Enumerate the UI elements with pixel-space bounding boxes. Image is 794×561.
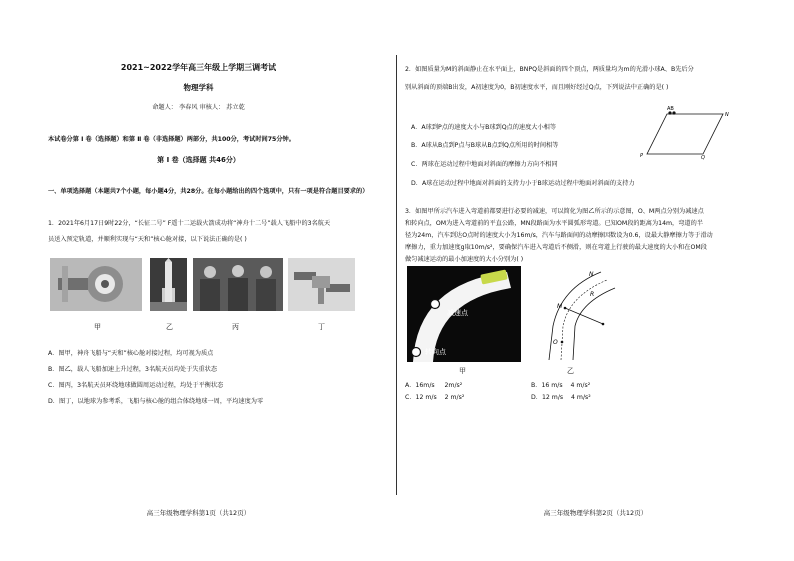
- fig-label-q: Q: [701, 155, 705, 160]
- label-m: M: [557, 303, 563, 310]
- q2-option-d: D．A球在运动过程中地面对斜面的支持力小于B球运动过程中地面对斜面的支持力: [411, 180, 635, 187]
- q1-option-d: D．图丁，以地球为参考系，飞船与核心舱的组合体绕地球一周，平均速度为零: [48, 398, 264, 405]
- q3-option-d: D．12 m/s 4 m/s²: [531, 394, 591, 401]
- fig-label-ab: AB: [667, 106, 674, 112]
- label-n: N: [589, 271, 594, 278]
- q3-line5: 做匀减速运动的最小加速度的大小分别为( ): [405, 256, 524, 263]
- exam-title: 2021~2022学年高三年级上学期三调考试: [120, 63, 277, 72]
- incline-figure: [637, 104, 747, 160]
- road-figure-jia: [407, 266, 521, 362]
- caption-bing: 丙: [232, 323, 239, 331]
- photo-jia-docking: [50, 258, 142, 311]
- q3-option-b: B．16 m/s 4 m/s²: [531, 382, 591, 389]
- subject-title: 物理学科: [183, 83, 214, 92]
- caption-yi: 乙: [166, 323, 173, 331]
- q2-line1: 2．如图质量为M的斜面静止在水平面上，BNPQ是斜面的四个顶点，两质量均为m的光滑小球A、B先后分: [405, 66, 694, 73]
- intro-text: 本试卷分第 Ⅰ 卷（选择题）和第 Ⅱ 卷（非选择题）两部分，共100分，考试时间75分钟。: [48, 136, 295, 143]
- q2-option-c: C．两球在运动过程中地面对斜面的摩擦力方向不相同: [411, 161, 558, 168]
- caption-jia: 甲: [94, 323, 101, 331]
- photo-bing-astronauts: [193, 258, 283, 311]
- q1-line2: 员送入预定轨道，并顺利实现与“天和”核心舱对接，以下说法正确的是( ): [48, 236, 247, 243]
- q1-option-a: A．图甲，神舟飞船与“天和”核心舱对接过程，均可视为质点: [48, 350, 214, 357]
- page-1-footer: 高三年级物理学科第1页（共12页）: [146, 509, 251, 517]
- caption-fig-yi: 乙: [567, 367, 574, 375]
- road-figure-yi: [531, 266, 631, 362]
- photo-ding-station: [288, 258, 355, 311]
- q3-line4: 摩擦力，重力加速度g取10m/s²，要确保汽车进入弯道后不侧滑，则在弯道上行驶的最大速度的大小和在OM段: [405, 244, 707, 251]
- authors-line: 命题人： 李春风 审核人： 苏立乾: [152, 104, 245, 111]
- label-turn: 转向点: [425, 348, 446, 356]
- q2-option-b: B．A球从B点到P点与B球从B点到Q点所用的时间相等: [411, 142, 559, 149]
- page-2-footer: 高三年级物理学科第2页（共12页）: [543, 509, 648, 517]
- q3-line2: 和转向点，OM为进入弯道前的平直公路，MN段路面为水平圆弧形弯道。已知OM段的距离为14m，弯道的半: [405, 220, 703, 227]
- fig-label-p: P: [640, 153, 644, 159]
- q1-option-c: C．图丙，3名航天员环绕地球做圆周运动过程，均处于平衡状态: [48, 382, 224, 389]
- q3-option-c: C．12 m/s 2 m/s²: [405, 394, 465, 401]
- fig-label-n: N: [725, 112, 729, 118]
- part-title: 第 Ⅰ 卷（选择题 共46分）: [157, 156, 240, 164]
- caption-fig-jia: 甲: [459, 367, 466, 375]
- q2-option-a: A．A球到P点的速度大小与B球到Q点的速度大小相等: [411, 124, 557, 131]
- photo-yi-rocket: [150, 258, 187, 311]
- label-decel: 减速点: [447, 309, 468, 317]
- q2-line2: 别从斜面的顶端B出发，A初速度为0，B初速度水平，而且刚好经过Q点，下列说法中正确的是( ): [405, 84, 669, 91]
- q1-line1: 1．2021年6月17日9时22分，“长征二号” F遥十二运载火箭成功将“神舟十二号”载人飞船中的3名航天: [48, 220, 331, 227]
- section1-heading: 一、单项选择题（本题共7个小题，每小题4分，共28分。在每小题给出的四个选项中，只有一项是符合题目要求的）: [48, 188, 369, 195]
- label-o: O: [553, 339, 558, 346]
- caption-ding: 丁: [318, 323, 325, 331]
- q1-option-b: B．图乙，载人飞船加速上升过程，3名航天员均处于失重状态: [48, 366, 218, 373]
- q3-line1: 3．如图甲所示汽车进入弯道前都要进行必要的减速，可以简化为图乙所示的示意图，O、M两点分别为减速点: [405, 208, 704, 215]
- q3-line3: 径为24m，汽车到达O点时的速度大小为16m/s，汽车与路面间的动摩擦因数设为0.6，设最大静摩擦力等于滑动: [405, 232, 713, 239]
- q3-option-a: A．16m/s 2m/s²: [405, 382, 463, 389]
- label-r: R: [590, 291, 595, 298]
- page-2: [397, 0, 794, 561]
